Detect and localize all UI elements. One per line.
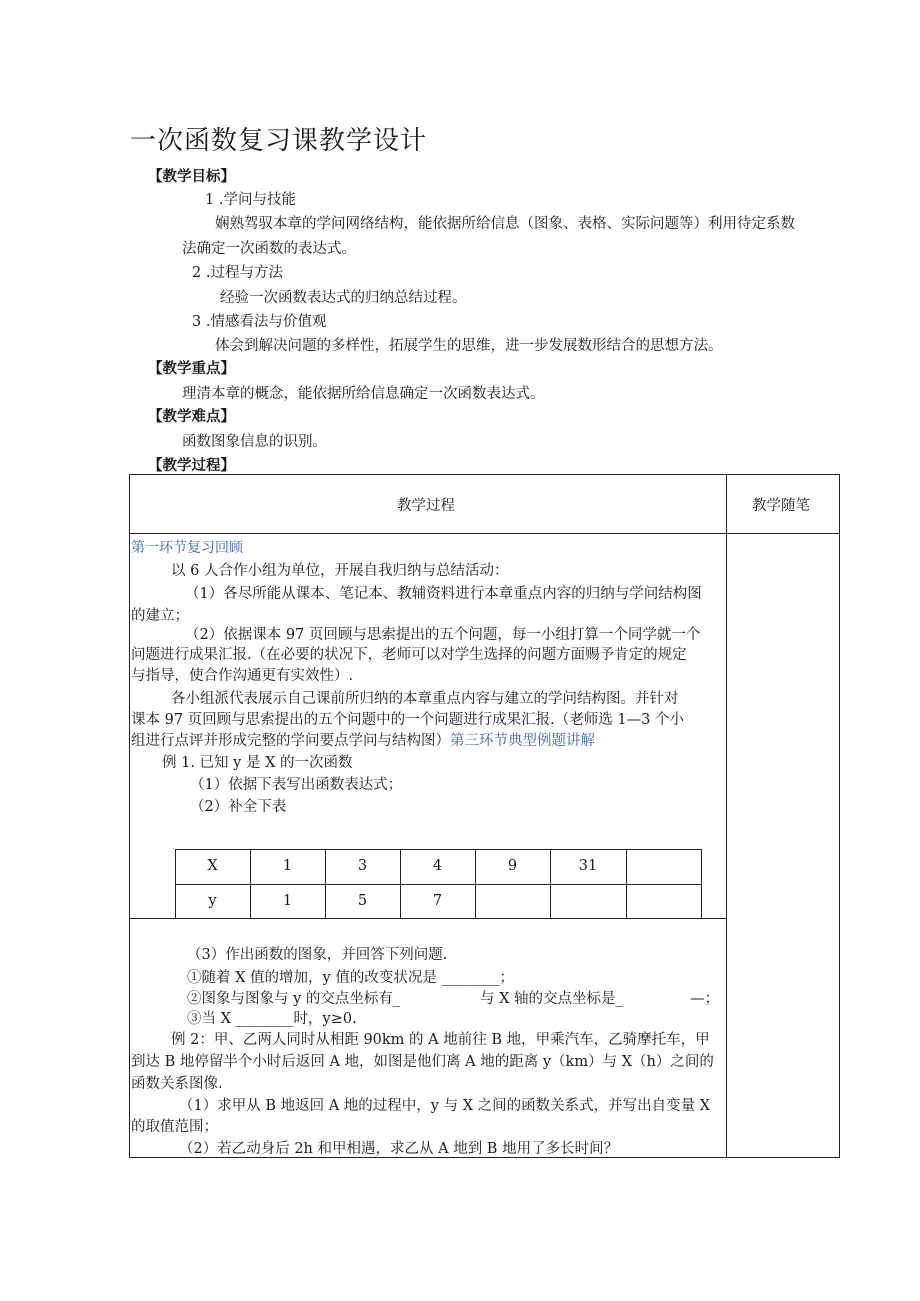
xy-cell: 5	[357, 893, 368, 909]
page-title: 一次函数复习课教学设计	[130, 126, 428, 156]
xy-cell: 9	[507, 858, 518, 874]
section1-p2a: （1）各尽所能从课本、笔记本、教辅资料进行本章重点内容的归纳与学问结构图	[185, 586, 702, 602]
example1-q1: （1）依据下表写出函数表达式；	[190, 777, 403, 793]
section1-p2b: 的建立；	[131, 608, 189, 624]
xy-cell: X	[207, 858, 218, 874]
section1-p3c: 与指导，使合作沟通更有实效性）.	[131, 668, 354, 684]
xy-cell: 7	[432, 893, 443, 909]
example2-q2: （2）若乙动身后 2h 和甲相遇，求乙从 A 地到 B 地用了多长时间？	[179, 1141, 619, 1157]
section1-p3a: （2）依据课本 97 页回顾与思索提出的五个问题，每一小组打算一个同学就一个	[185, 627, 701, 643]
section1-title: 第一环节复习回顾	[131, 540, 243, 556]
goal1-line1: 娴熟驾驭本章的学问网络结构，能依据所给信息（图象、表格、实际问题等）利用待定系数	[215, 216, 795, 232]
goal2-title: 2 .过程与方法	[192, 265, 283, 281]
example2-q1a: （1）求甲从 B 地返回 A 地的过程中，y 与 X 之间的函数关系式，并写出自变量 X	[179, 1098, 711, 1114]
example1-q3b-part1: ②图象与图象与 y 的交点坐标有_	[187, 991, 401, 1007]
example2-b: 到达 B 地停留半个小时后返回 A 地，如图是他们离 A 地的距离 y（km）与 X（h）之间的	[131, 1054, 714, 1070]
example1-q3c: ③当 X ________时，y≥0.	[187, 1011, 357, 1027]
xy-cell: y	[208, 893, 217, 909]
table-header-notes: 教学随笔	[752, 498, 810, 514]
example2-a: 例 2：甲、乙两人同时从相距 90km 的 A 地前往 B 地，甲乘汽车，乙骑摩托车，甲	[171, 1032, 710, 1048]
difficulty-heading: 【教学难点】	[148, 409, 235, 425]
table-header-process: 教学过程	[397, 498, 455, 514]
section1-p4b: 课本 97 页回顾与思索提出的五个问题中的一个问题进行成果汇报.（老师选 1—3 个小	[131, 712, 684, 728]
example1-q3: （3）作出函数的图象，并回答下列问题.	[187, 947, 448, 963]
key-text: 理清本章的概念，能依据所给信息确定一次函数表达式。	[182, 386, 545, 402]
example1-title: 例 1. 已知 y 是 X 的一次函数	[162, 755, 353, 771]
difficulty-text: 函数图象信息的识别。	[182, 434, 327, 450]
xy-cell: 3	[357, 858, 368, 874]
example1-q3b-part3: —；	[690, 991, 719, 1007]
xy-cell: 31	[578, 858, 598, 874]
goal3-text: 体会到解决问题的多样性，拓展学生的思维，进一步发展数形结合的思想方法。	[215, 338, 723, 354]
xy-cell: 1	[282, 893, 293, 909]
goal2-text: 经验一次函数表达式的归纳总结过程。	[220, 290, 467, 306]
section1-p4a: 各小组派代表展示自己课前所归纳的本章重点内容与建立的学问结构图。并针对	[171, 691, 679, 707]
section1-p3b: 问题进行成果汇报.（在必要的状况下，老师可以对学生选择的问题方面赐予肯定的规定	[131, 647, 687, 663]
example1-q2: （2）补全下表	[190, 799, 287, 815]
goal1-line2: 法确定一次函数的表达式。	[182, 241, 356, 257]
xy-cell: 4	[432, 858, 443, 874]
section1-p1: 以 6 人合作小组为单位，开展自我归纳与总结活动：	[171, 563, 509, 579]
process-heading: 【教学过程】	[148, 458, 235, 474]
section3-title: 第三环节典型例题讲解	[450, 733, 595, 749]
goal1-title: 1 .学问与技能	[205, 192, 296, 208]
section1-p4c: 组进行点评并形成完整的学问要点学问与结构图）第三环节典型例题讲解	[131, 733, 595, 749]
key-heading: 【教学重点】	[148, 361, 235, 377]
example2-q1b: 的取值范围；	[131, 1119, 218, 1135]
example1-q3a: ①随着 X 值的增加，y 值的改变状况是 ________；	[187, 970, 514, 986]
goal3-title: 3 .情感看法与价值观	[192, 314, 327, 330]
goals-heading: 【教学目标】	[148, 169, 235, 185]
example1-q3b-part2: 与 X 轴的交点坐标是_	[480, 991, 623, 1007]
example2-c: 函数关系图像.	[131, 1076, 223, 1092]
xy-cell: 1	[282, 858, 293, 874]
